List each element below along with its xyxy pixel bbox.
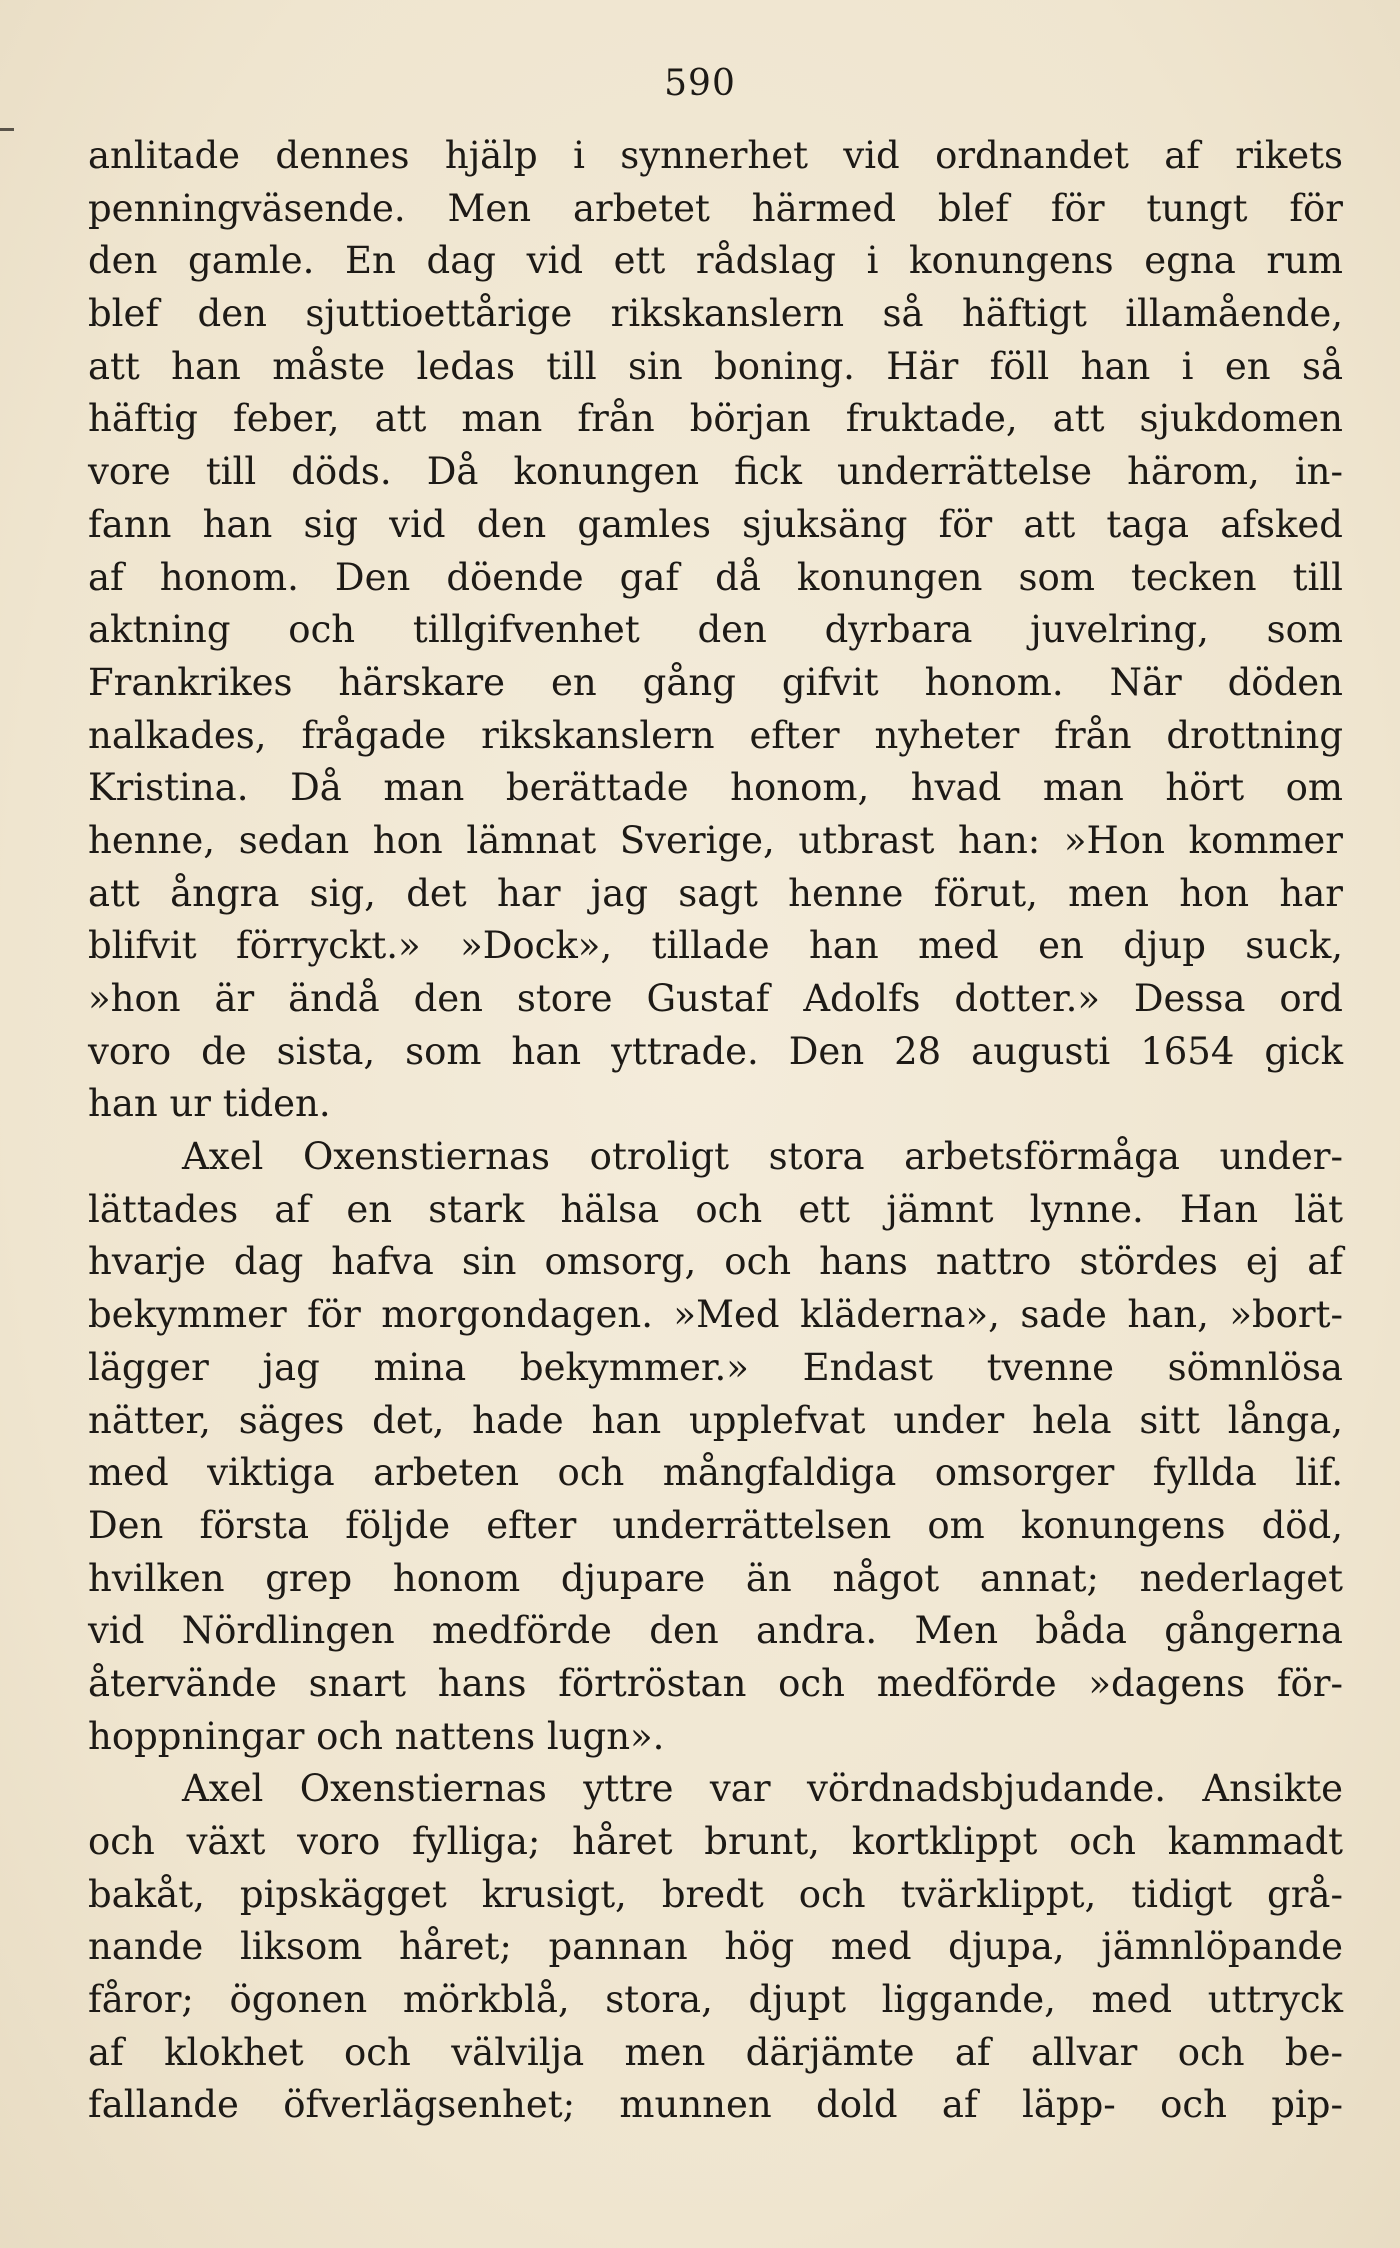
text-line: blef den sjuttioettårige rikskanslern så häftigt illamående, (88, 292, 1343, 336)
text-line: fallande öfverlägsenhet; munnen dold af läpp- och pip- (88, 2083, 1343, 2127)
text-line: och växt voro fylliga; håret brunt, kortklippt och kammadt (88, 1820, 1343, 1863)
text-line: af klokhet och välvilja men därjämte af allvar och be- (88, 2030, 1343, 2074)
text-line: lättades af en stark hälsa och ett jämnt lynne. Han lät (88, 1187, 1343, 1231)
paragraph-start-line: Axel Oxenstiernas yttre var vördnadsbjudande. Ansikte (182, 1767, 1343, 1811)
body-text (88, 130, 1343, 2132)
text-line: med viktiga arbeten och mångfaldiga omsorger fyllda lif. (88, 1451, 1343, 1495)
text-line: den gamle. En dag vid ett rådslag i konungens egna rum (88, 239, 1343, 283)
text-line: Frankrikes härskare en gång gifvit honom. När döden (88, 660, 1343, 704)
text-line: voro de sista, som han yttrade. Den 28 augusti 1654 gick (88, 1029, 1343, 1073)
text-line: aktning och tillgifvenhet den dyrbara juvelring, som (88, 608, 1343, 652)
text-line: häftig feber, att man från början fruktade, att sjukdomen (88, 397, 1343, 441)
margin-mark (0, 128, 14, 131)
text-line: hvilken grep honom djupare än något annat; nederlaget (88, 1556, 1343, 1600)
text-line: af honom. Den döende gaf då konungen som tecken till (88, 555, 1343, 599)
text-line: henne, sedan hon lämnat Sverige, utbrast han: »Hon kommer (88, 818, 1343, 862)
text-line: anlitade dennes hjälp i synnerhet vid ordnandet af rikets (88, 134, 1343, 177)
text-line: blifvit förryckt.» »Dock», tillade han med en djup suck, (88, 924, 1343, 968)
text-line: nätter, säges det, hade han upplefvat under hela sitt långa, (88, 1398, 1343, 1442)
text-line: hvarje dag hafva sin omsorg, och hans nattro stördes ej af (88, 1240, 1343, 1284)
text-line: han ur tiden. (88, 1082, 331, 1126)
text-line: att ångra sig, det har jag sagt henne förut, men hon har (88, 871, 1343, 915)
text-line: Kristina. Då man berättade honom, hvad man hört om (88, 766, 1343, 810)
text-line: lägger jag mina bekymmer.» Endast tvenne sömnlösa (88, 1345, 1343, 1389)
text-line: vid Nördlingen medförde den andra. Men båda gångerna (88, 1609, 1343, 1653)
text-line: nalkades, frågade rikskanslern efter nyheter från drottning (88, 713, 1343, 757)
text-line: återvände snart hans förtröstan och medförde »dagens för- (88, 1661, 1343, 1705)
text-line: penningväsende. Men arbetet härmed blef för tungt för (88, 186, 1343, 230)
page-number: 590 (664, 63, 736, 104)
paragraph-start-line: Axel Oxenstiernas otroligt stora arbetsförmåga under- (182, 1135, 1343, 1179)
text-line: nande liksom håret; pannan hög med djupa, jämnlöpande (88, 1925, 1343, 1969)
text-line: fåror; ögonen mörkblå, stora, djupt liggande, med uttryck (88, 1978, 1343, 2022)
text-line: fann han sig vid den gamles sjuksäng för att taga afsked (88, 502, 1343, 546)
text-line: att han måste ledas till sin boning. Här föll han i en så (88, 344, 1343, 388)
text-line: bekymmer för morgondagen. »Med kläderna», sade han, »bort- (88, 1293, 1343, 1337)
text-line: »hon är ändå den store Gustaf Adolfs dotter.» Dessa ord (88, 977, 1343, 1020)
text-line: vore till döds. Då konungen fick underrättelse härom, in- (88, 450, 1343, 494)
text-line: hoppningar och nattens lugn». (88, 1714, 665, 1758)
text-line: Den första följde efter underrättelsen om konungens död, (88, 1503, 1343, 1547)
text-line: bakåt, pipskägget krusigt, bredt och tvärklippt, tidigt grå- (88, 1872, 1343, 1916)
